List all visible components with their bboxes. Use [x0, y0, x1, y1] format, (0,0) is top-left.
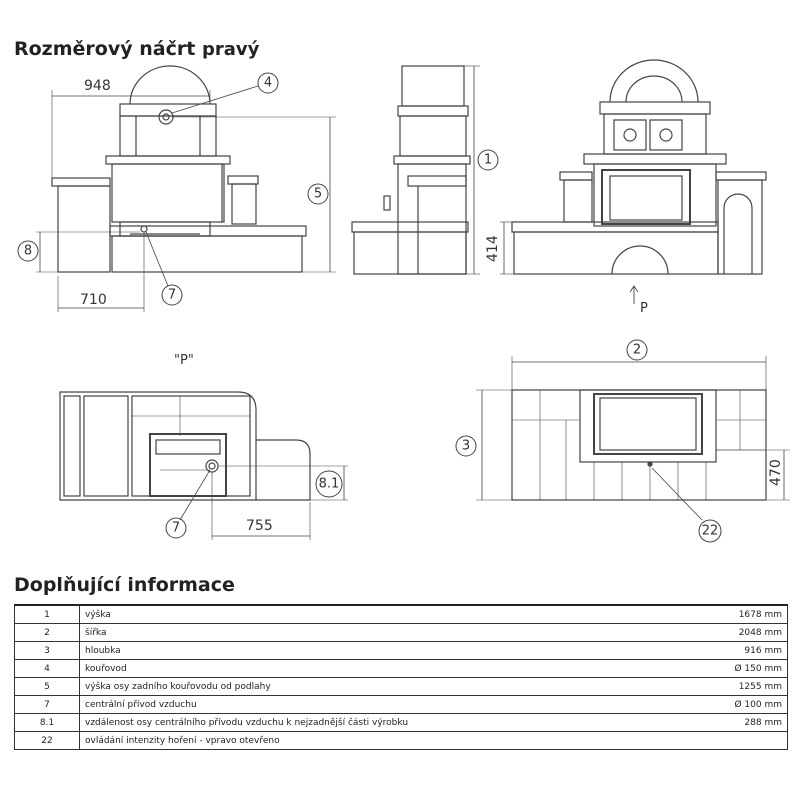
- row-value: 916 mm: [683, 642, 788, 660]
- plan-view-top: [476, 356, 790, 520]
- row-id: 4: [15, 660, 80, 678]
- title-main: Rozměrový náčrt: [14, 38, 196, 60]
- row-desc: výška: [80, 605, 683, 624]
- callout-8-1: [316, 471, 342, 497]
- table-row: [15, 732, 788, 750]
- callout-4: [258, 73, 278, 93]
- side-view-left: [36, 66, 336, 312]
- row-id: 5: [15, 678, 80, 696]
- svg-text:5: 5: [313, 186, 323, 202]
- row-desc: centrální přívod vzduchu: [80, 696, 683, 714]
- row-desc: výška osy zadního kouřovodu od podlahy: [80, 678, 683, 696]
- row-id: 1: [15, 605, 80, 624]
- svg-text:3: 3: [461, 438, 471, 454]
- row-desc: hloubka: [80, 642, 683, 660]
- dim-710: 710: [80, 292, 107, 308]
- row-id: 8.1: [15, 714, 80, 732]
- title-variant: pravý: [201, 39, 260, 60]
- view-label-p: "P": [174, 353, 194, 368]
- dim-755: 755: [246, 518, 273, 534]
- front-view: [500, 60, 766, 304]
- callout-8: [18, 241, 38, 261]
- table-row: [15, 624, 788, 642]
- row-value: 2048 mm: [683, 624, 788, 642]
- row-id: 22: [15, 732, 80, 750]
- table-row: [15, 660, 788, 678]
- row-desc: šířka: [80, 624, 683, 642]
- svg-text:7: 7: [167, 287, 177, 303]
- callout-7-top: [162, 285, 182, 305]
- plan-view-p: [60, 392, 348, 540]
- row-desc: ovládání intenzity hoření - vpravo otevřeno: [80, 732, 683, 750]
- table-row: [15, 696, 788, 714]
- row-value: 288 mm: [683, 714, 788, 732]
- row-value: Ø 100 mm: [683, 696, 788, 714]
- callout-1: [478, 150, 498, 170]
- row-id: 2: [15, 624, 80, 642]
- dim-414: 414: [485, 235, 501, 262]
- svg-text:4: 4: [263, 75, 273, 91]
- table-row: [15, 678, 788, 696]
- svg-text:22: 22: [701, 523, 719, 539]
- info-title: Doplňující informace: [14, 574, 235, 596]
- callout-5: [308, 184, 328, 204]
- row-id: 3: [15, 642, 80, 660]
- svg-text:2: 2: [632, 342, 642, 358]
- callout-3: [456, 436, 476, 456]
- row-value: 1678 mm: [683, 605, 788, 624]
- row-value: [683, 732, 788, 750]
- callout-2: [627, 340, 647, 360]
- table-row: [15, 714, 788, 732]
- table-row: [15, 605, 788, 624]
- row-value: Ø 150 mm: [683, 660, 788, 678]
- row-desc: vzdálenost osy centrálního přívodu vzduchu k nejzadnější části výrobku: [80, 714, 683, 732]
- dim-470: 470: [768, 459, 784, 486]
- svg-text:7: 7: [171, 520, 181, 536]
- svg-text:8: 8: [23, 243, 33, 259]
- callout-22: [699, 520, 721, 542]
- svg-text:1: 1: [483, 152, 493, 168]
- svg-text:8.1: 8.1: [318, 476, 340, 492]
- row-value: 1255 mm: [683, 678, 788, 696]
- table-row: [15, 642, 788, 660]
- callout-7-bottom: [166, 518, 186, 538]
- arrow-label-p: P: [640, 301, 648, 316]
- side-view-right: [352, 66, 480, 274]
- row-desc: kouřovod: [80, 660, 683, 678]
- row-id: 7: [15, 696, 80, 714]
- info-table: [14, 604, 788, 750]
- dim-948: 948: [84, 78, 111, 94]
